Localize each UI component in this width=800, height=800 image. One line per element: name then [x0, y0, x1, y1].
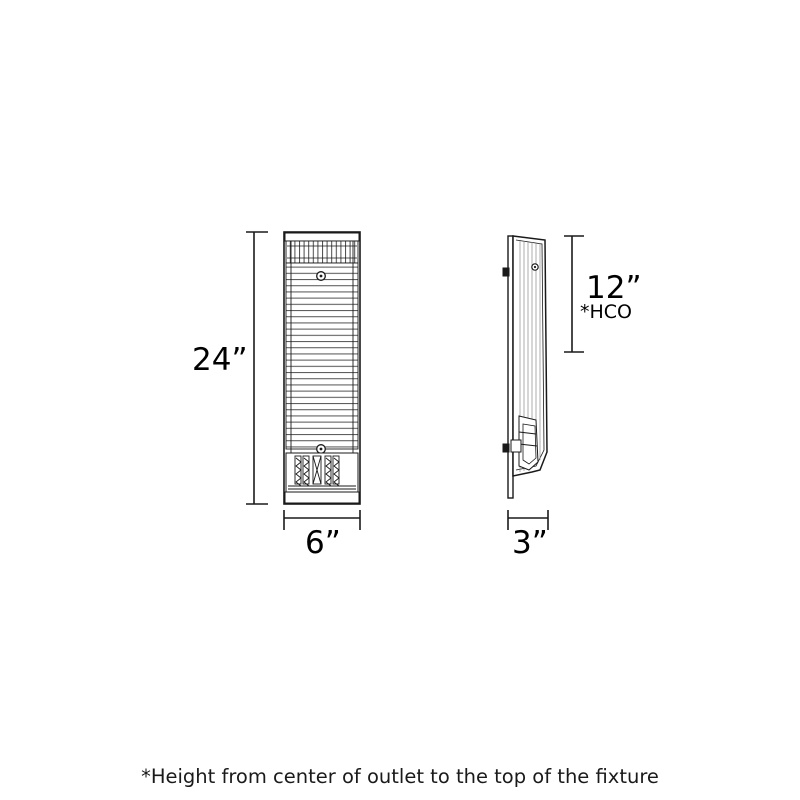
side-view: [503, 236, 547, 498]
front-upper-ribbing: [286, 241, 358, 263]
front-view: [284, 232, 360, 504]
dimension-label-height: 24”: [192, 342, 248, 378]
footnote-text: *Height from center of outlet to the top of the fixture: [141, 765, 659, 788]
front-lower-hole-center: [320, 448, 323, 451]
dimension-outlet-12: [564, 236, 584, 352]
dimension-height-24: [246, 232, 268, 504]
side-upper-bracket: [503, 268, 509, 276]
side-lower-bracket: [503, 444, 509, 452]
dimension-label-front-width: 6”: [305, 525, 341, 561]
dimension-label-hco-note: *HCO: [580, 301, 633, 323]
front-top-cap: [285, 233, 359, 241]
side-hole-center: [534, 266, 536, 268]
dimension-label-outlet-height: 12”: [586, 270, 642, 306]
front-upper-hole-center: [320, 275, 323, 278]
front-bottom-plate: [285, 492, 359, 503]
dimension-label-side-depth: 3”: [512, 525, 548, 561]
front-louver-field: [286, 263, 358, 449]
